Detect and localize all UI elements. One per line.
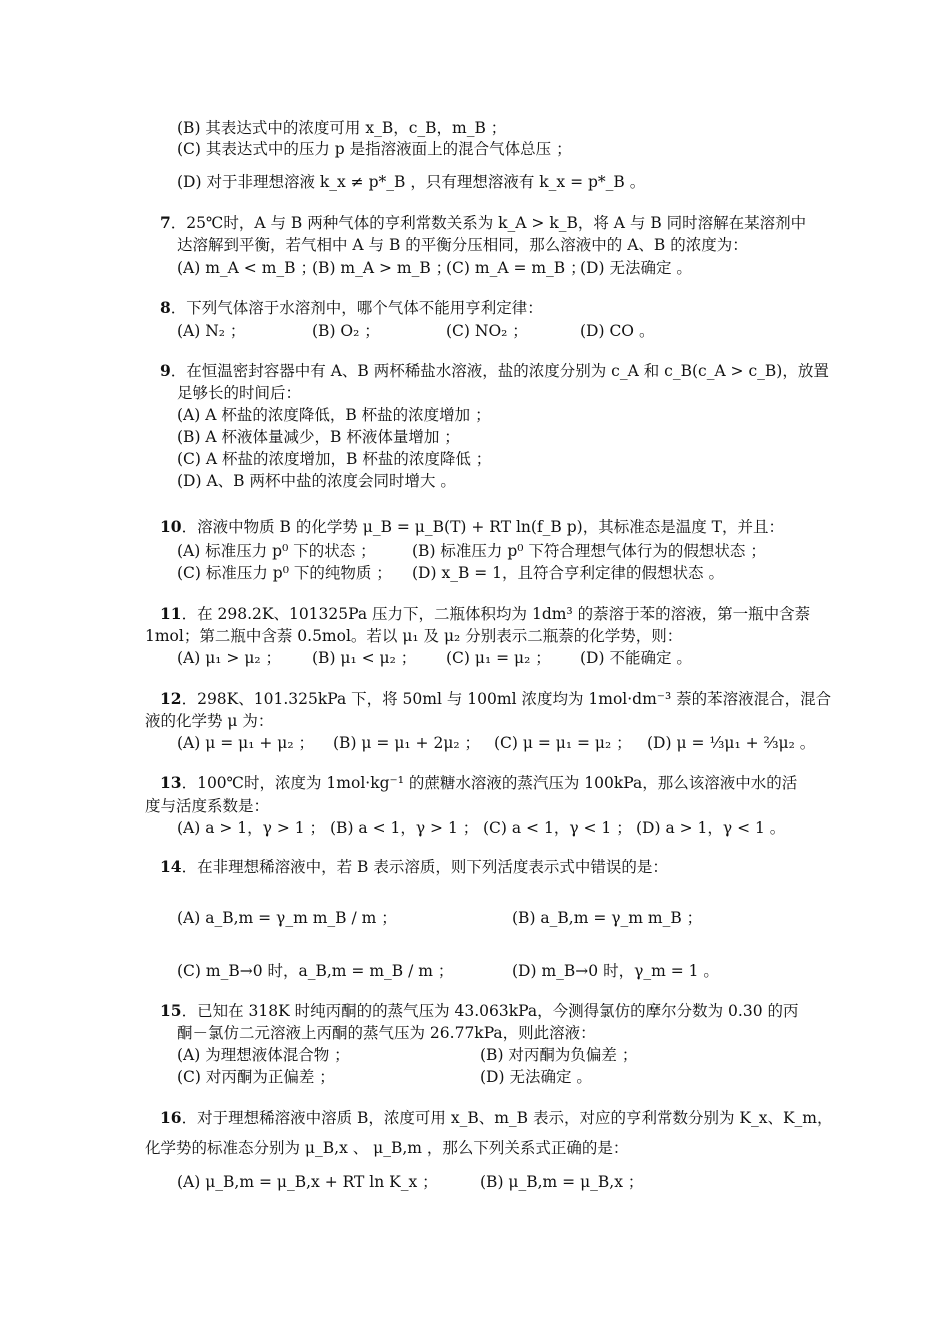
q13-option-c: (C) a < 1，γ < 1 ； — [483, 819, 632, 837]
q16-option-a: (A) μ_B,m = μ_B,x + RT ln K_x ； — [177, 1173, 438, 1191]
q14-option-a: (A) a_B,m = γ_m m_B / m ； — [177, 909, 397, 927]
q8-option-c: (C) NO₂ ； — [446, 322, 528, 340]
q9-line1: ．在恒温密封容器中有 A、B 两杯稀盐水溶液，盐的浓度分别为 c_A 和 c_B(c_A > c_B)，放置 — [170, 362, 829, 380]
q9-option-b: (B) A 杯液体量减少，B 杯液体量增加 ； — [177, 428, 460, 446]
q9-option-a: (A) A 杯盐的浓度降低，B 杯盐的浓度增加 ； — [177, 406, 491, 424]
q8-option-d: (D) CO 。 — [580, 322, 655, 340]
q9-number: 9 — [160, 361, 171, 380]
q10-option-d: (D) x_B = 1，且符合亨利定律的假想状态 。 — [412, 564, 724, 582]
q11-option-b: (B) μ₁ < μ₂ ； — [312, 649, 417, 667]
q11-stem — [160, 604, 810, 624]
q8-option-a: (A) N₂ ； — [177, 322, 246, 340]
q6-option-d: (D) 对于非理想溶液 k_x ≠ p*_B ，只有理想溶液有 k_x = p*_B 。 — [177, 173, 646, 191]
q7-option-b: (B) m_A > m_B ； — [312, 259, 452, 277]
q13-stem — [160, 773, 797, 793]
q11-line2: 1mol；第二瓶中含萘 0.5mol。若以 μ₁ 及 μ₂ 分别表示二瓶萘的化学势，则： — [145, 627, 683, 645]
q12-line1: ．298K、101.325kPa 下，将 50ml 与 100ml 浓度均为 1mol·dm⁻³ 萘的苯溶液混合，混合 — [181, 690, 832, 708]
q16-line2: 化学势的标准态分别为 μ_B,x 、 μ_B,m ，那么下列关系式正确的是： — [145, 1139, 629, 1157]
q10-option-c: (C) 标准压力 p⁰ 下的纯物质 ； — [177, 564, 392, 582]
q15-line1: ．已知在 318K 时纯丙酮的的蒸气压为 43.063kPa，今测得氯仿的摩尔分数为 0.30 的丙 — [181, 1002, 799, 1020]
q10-stem — [160, 517, 784, 537]
q14-number: 14 — [160, 857, 182, 876]
q8-line1: ．下列气体溶于水溶剂中，哪个气体不能用亨利定律： — [170, 299, 543, 317]
q11-option-c: (C) μ₁ = μ₂ ； — [446, 649, 551, 667]
q12-option-b: (B) μ = μ₁ + 2μ₂ ； — [333, 734, 481, 752]
q10-option-b: (B) 标准压力 p⁰ 下符合理想气体行为的假想状态 ； — [412, 542, 766, 560]
q14-option-c: (C) m_B→0 时，a_B,m = m_B / m ； — [177, 962, 454, 980]
q13-number: 13 — [160, 773, 182, 792]
q16-option-b: (B) μ_B,m = μ_B,x ； — [480, 1173, 644, 1191]
q10-line1: ．溶液中物质 B 的化学势 μ_B = μ_B(T) + RT ln(f_B p)，其标准态是温度 T，并且： — [181, 518, 784, 536]
q12-option-a: (A) μ = μ₁ + μ₂ ； — [177, 734, 314, 752]
q15-stem — [160, 1001, 799, 1021]
q15-option-b: (B) 对丙酮为负偏差 ； — [480, 1046, 638, 1064]
q7-line1: ．25℃时，A 与 B 两种气体的亨利常数关系为 k_A > k_B，将 A 与 B 同时溶解在某溶剂中 — [170, 214, 807, 232]
q9-stem — [160, 361, 829, 381]
q6-option-c: (C) 其表达式中的压力 p 是指溶液面上的混合气体总压 ； — [177, 140, 572, 158]
q13-option-d: (D) a > 1，γ < 1 。 — [636, 819, 786, 837]
q11-option-d: (D) 不能确定 。 — [580, 649, 692, 667]
q9-option-d: (D) A、B 两杯中盐的浓度会同时增大 。 — [177, 472, 456, 490]
q14-option-b: (B) a_B,m = γ_m m_B ； — [512, 909, 703, 927]
q15-option-c: (C) 对丙酮为正偏差 ； — [177, 1068, 335, 1086]
q15-option-d: (D) 无法确定 。 — [480, 1068, 592, 1086]
q16-line1: ．对于理想稀溶液中溶质 B，浓度可用 x_B、m_B 表示，对应的亨利常数分别为 K_x、K_m， — [181, 1109, 833, 1127]
q12-line2: 液的化学势 μ 为： — [145, 712, 274, 730]
q6-option-b: (B) 其表达式中的浓度可用 x_B，c_B，m_B ； — [177, 119, 507, 137]
q12-option-d: (D) μ = ⅓μ₁ + ⅔μ₂ 。 — [647, 734, 816, 752]
q11-number: 11 — [160, 604, 182, 623]
q7-number: 7 — [160, 213, 171, 232]
q10-option-a: (A) 标准压力 p⁰ 下的状态 ； — [177, 542, 376, 560]
q12-number: 12 — [160, 689, 182, 708]
q9-option-c: (C) A 杯盐的浓度增加，B 杯盐的浓度降低 ； — [177, 450, 492, 468]
q10-number: 10 — [160, 517, 182, 536]
q8-number: 8 — [160, 298, 171, 317]
q14-option-d: (D) m_B→0 时，γ_m = 1 。 — [512, 962, 719, 980]
q14-line1: ．在非理想稀溶液中，若 B 表示溶质，则下列活度表示式中错误的是： — [181, 858, 668, 876]
q15-number: 15 — [160, 1001, 182, 1020]
q15-line2: 酮－氯仿二元溶液上丙酮的蒸气压为 26.77kPa，则此溶液： — [177, 1024, 596, 1042]
q7-option-a: (A) m_A < m_B ； — [177, 259, 316, 277]
q14-stem — [160, 857, 668, 877]
q8-option-b: (B) O₂ ； — [312, 322, 380, 340]
q9-line2: 足够长的时间后： — [177, 384, 302, 402]
q7-stem — [160, 213, 806, 233]
q13-option-b: (B) a < 1，γ > 1 ； — [330, 819, 479, 837]
q13-option-a: (A) a > 1，γ > 1 ； — [177, 819, 326, 837]
q12-option-c: (C) μ = μ₁ = μ₂ ； — [494, 734, 632, 752]
q15-option-a: (A) 为理想液体混合物 ； — [177, 1046, 350, 1064]
q7-line2: 达溶解到平衡，若气相中 A 与 B 的平衡分压相同，那么溶液中的 A、B 的浓度为： — [177, 236, 748, 254]
q12-stem — [160, 689, 831, 709]
q11-option-a: (A) μ₁ > μ₂ ； — [177, 649, 282, 667]
q11-line1: ．在 298.2K、101325Pa 压力下，二瓶体积均为 1dm³ 的萘溶于苯的溶液，第一瓶中含萘 — [181, 605, 811, 623]
q8-stem — [160, 298, 543, 318]
q16-number: 16 — [160, 1108, 182, 1127]
q16-stem — [160, 1108, 833, 1128]
q13-line1: ．100℃时，浓度为 1mol·kg⁻¹ 的蔗糖水溶液的蒸汽压为 100kPa，那么该溶液中水的活 — [181, 774, 798, 792]
q7-option-d: (D) 无法确定 。 — [580, 259, 692, 277]
q7-option-c: (C) m_A = m_B ； — [446, 259, 586, 277]
q13-line2: 度与活度系数是： — [145, 797, 270, 815]
